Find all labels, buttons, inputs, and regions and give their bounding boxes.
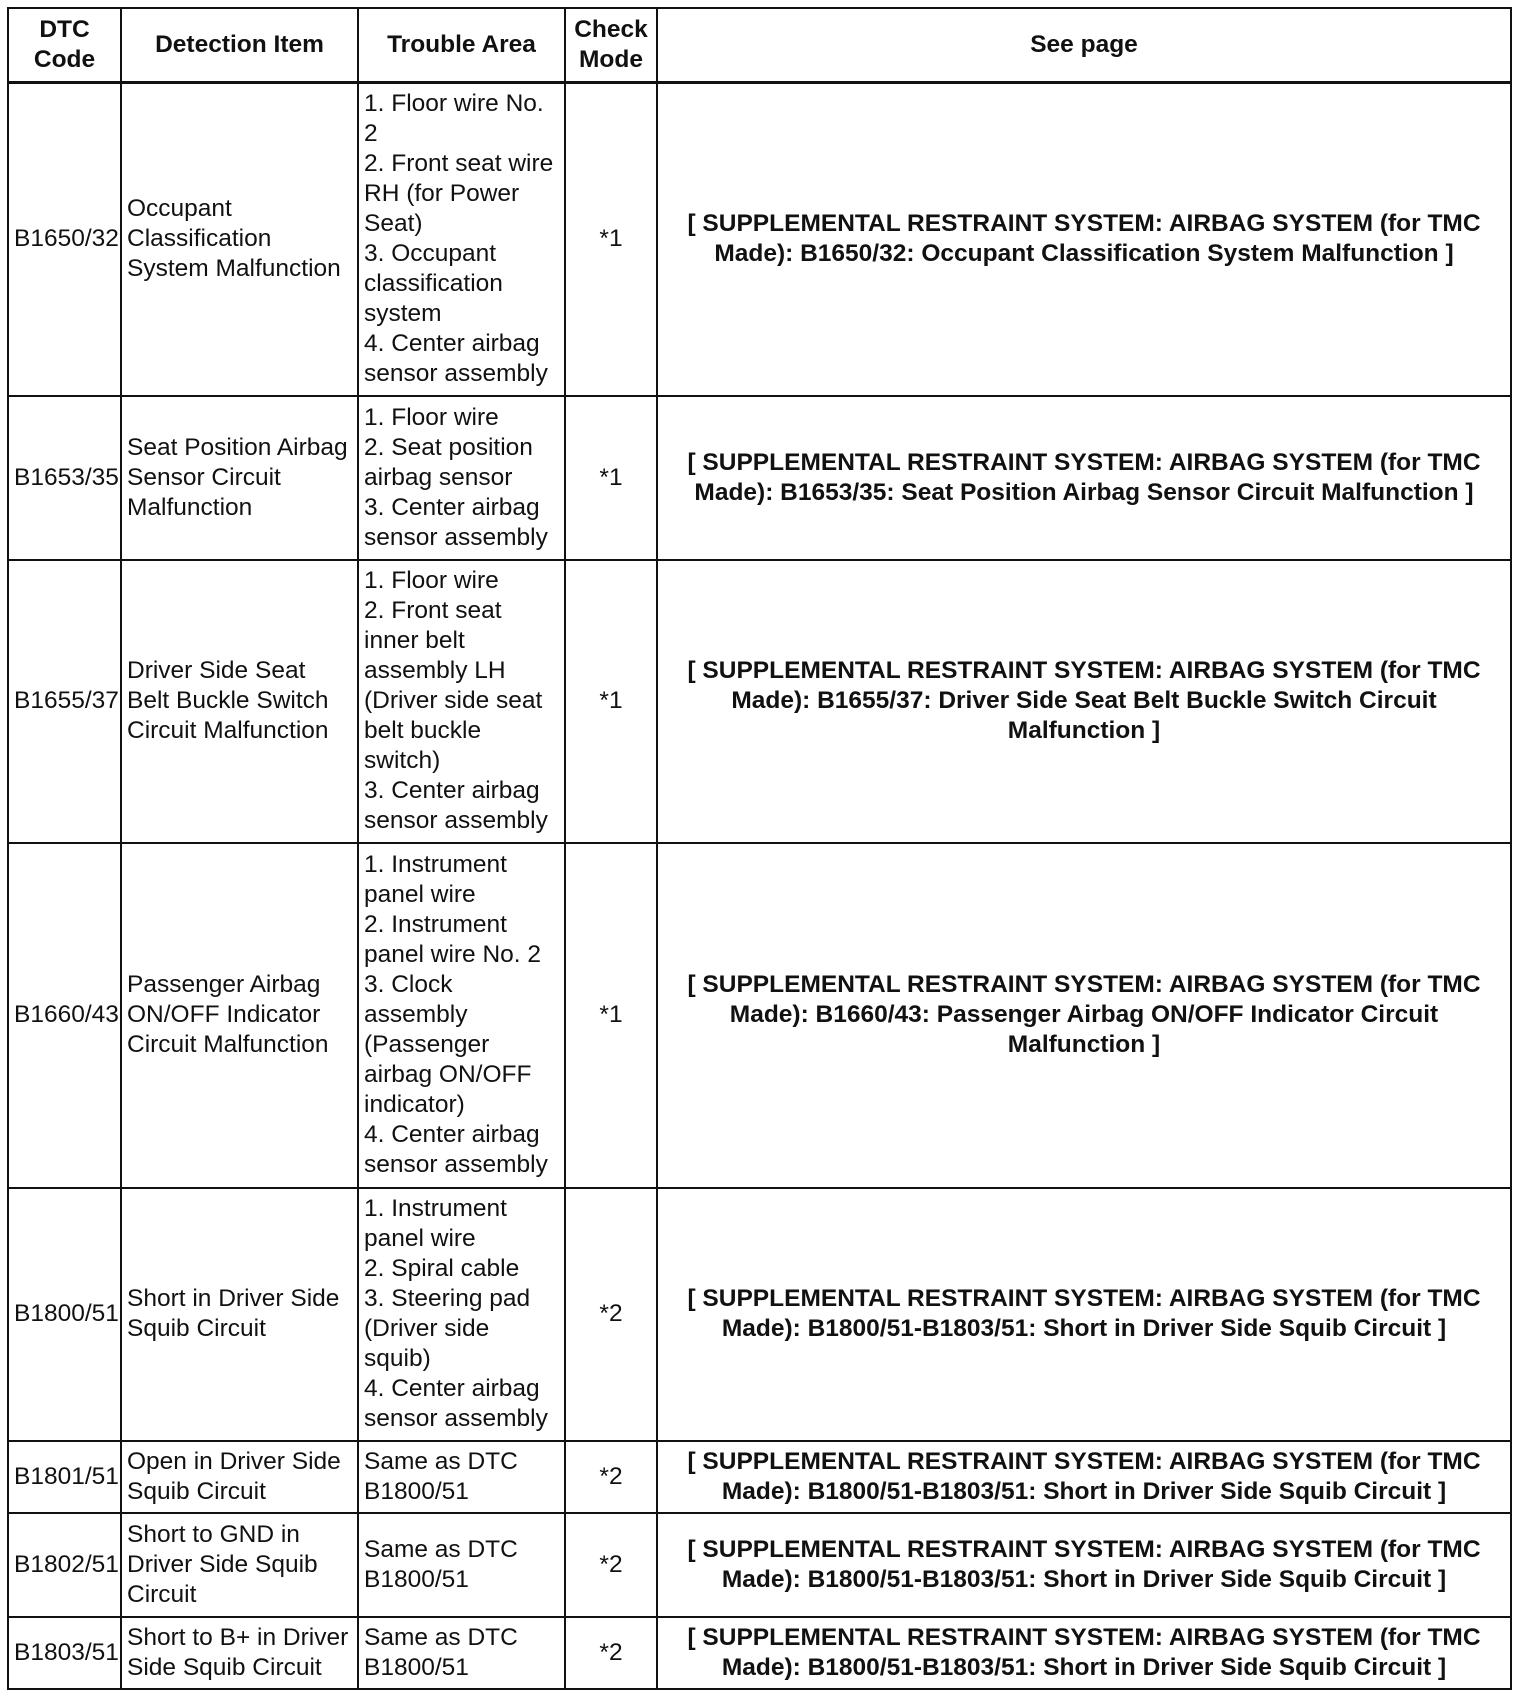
detection-item-cell: Seat Position Airbag Sensor Circuit Malfunction [121,396,358,560]
detection-item-cell: Driver Side Seat Belt Buckle Switch Circuit Malfunction [121,560,358,843]
table-body [8,83,1511,1689]
dtc-code-cell: B1801/51 [8,1441,121,1513]
table-header [8,8,1511,83]
trouble-area-cell: Same as DTC B1800/51 [358,1513,565,1617]
detection-item-cell: Short in Driver Side Squib Circuit [121,1188,358,1441]
table-row [8,1617,1511,1689]
detection-item-cell: Open in Driver Side Squib Circuit [121,1441,358,1513]
dtc-code-cell: B1660/43 [8,843,121,1188]
see-page-link[interactable]: [ SUPPLEMENTAL RESTRAINT SYSTEM: AIRBAG SYSTEM (for TMC Made): B1800/51-B1803/51: Short in Driver Side Squib Circuit ] [657,1513,1511,1617]
header-dtc-code: DTC Code [8,8,121,83]
dtc-code-cell: B1655/37 [8,560,121,843]
see-page-link[interactable]: [ SUPPLEMENTAL RESTRAINT SYSTEM: AIRBAG SYSTEM (for TMC Made): B1800/51-B1803/51: Short in Driver Side Squib Circuit ] [657,1617,1511,1689]
header-see-page: See page [657,8,1511,83]
dtc-code-cell: B1653/35 [8,396,121,560]
trouble-area-cell: Same as DTC B1800/51 [358,1441,565,1513]
detection-item-cell: Short to B+ in Driver Side Squib Circuit [121,1617,358,1689]
check-mode-cell: *2 [565,1188,657,1441]
see-page-link[interactable]: [ SUPPLEMENTAL RESTRAINT SYSTEM: AIRBAG SYSTEM (for TMC Made): B1660/43: Passenger Airbag ON/OFF Indicator Circuit Malfunction ] [657,843,1511,1188]
dtc-code-cell: B1800/51 [8,1188,121,1441]
check-mode-cell: *2 [565,1617,657,1689]
trouble-area-cell: 1. Instrument panel wire 2. Spiral cable 3. Steering pad (Driver side squib) 4. Center airbag sensor assembly [358,1188,565,1441]
trouble-area-cell: 1. Floor wire 2. Seat position airbag sensor 3. Center airbag sensor assembly [358,396,565,560]
detection-item-cell: Passenger Airbag ON/OFF Indicator Circuit Malfunction [121,843,358,1188]
table-row [8,560,1511,843]
table-row [8,1513,1511,1617]
trouble-area-cell: Same as DTC B1800/51 [358,1617,565,1689]
table-row [8,83,1511,396]
check-mode-cell: *1 [565,560,657,843]
table-row [8,396,1511,560]
dtc-code-cell: B1650/32 [8,83,121,396]
table-row [8,1441,1511,1513]
header-row [8,8,1511,83]
see-page-link[interactable]: [ SUPPLEMENTAL RESTRAINT SYSTEM: AIRBAG SYSTEM (for TMC Made): B1653/35: Seat Position Airbag Sensor Circuit Malfunction ] [657,396,1511,560]
see-page-link[interactable]: [ SUPPLEMENTAL RESTRAINT SYSTEM: AIRBAG SYSTEM (for TMC Made): B1650/32: Occupant Classification System Malfunction ] [657,83,1511,396]
table-row [8,843,1511,1188]
trouble-area-cell: 1. Floor wire No. 2 2. Front seat wire RH (for Power Seat) 3. Occupant classification system 4. Center airbag sensor assembly [358,83,565,396]
dtc-code-cell: B1802/51 [8,1513,121,1617]
check-mode-cell: *1 [565,396,657,560]
see-page-link[interactable]: [ SUPPLEMENTAL RESTRAINT SYSTEM: AIRBAG SYSTEM (for TMC Made): B1655/37: Driver Side Seat Belt Buckle Switch Circuit Malfunction ] [657,560,1511,843]
header-check-mode: Check Mode [565,8,657,83]
header-trouble-area: Trouble Area [358,8,565,83]
trouble-area-cell: 1. Floor wire 2. Front seat inner belt assembly LH (Driver side seat belt buckle switch) 3. Center airbag sensor assembly [358,560,565,843]
dtc-code-cell: B1803/51 [8,1617,121,1689]
see-page-link[interactable]: [ SUPPLEMENTAL RESTRAINT SYSTEM: AIRBAG SYSTEM (for TMC Made): B1800/51-B1803/51: Short in Driver Side Squib Circuit ] [657,1441,1511,1513]
trouble-area-cell: 1. Instrument panel wire 2. Instrument panel wire No. 2 3. Clock assembly (Passenger airbag ON/OFF indicator) 4. Center airbag sensor assembly [358,843,565,1188]
table-row [8,1188,1511,1441]
header-detection-item: Detection Item [121,8,358,83]
detection-item-cell: Occupant Classification System Malfunction [121,83,358,396]
check-mode-cell: *2 [565,1441,657,1513]
dtc-table [7,7,1512,1690]
check-mode-cell: *2 [565,1513,657,1617]
detection-item-cell: Short to GND in Driver Side Squib Circuit [121,1513,358,1617]
check-mode-cell: *1 [565,83,657,396]
check-mode-cell: *1 [565,843,657,1188]
see-page-link[interactable]: [ SUPPLEMENTAL RESTRAINT SYSTEM: AIRBAG SYSTEM (for TMC Made): B1800/51-B1803/51: Short in Driver Side Squib Circuit ] [657,1188,1511,1441]
